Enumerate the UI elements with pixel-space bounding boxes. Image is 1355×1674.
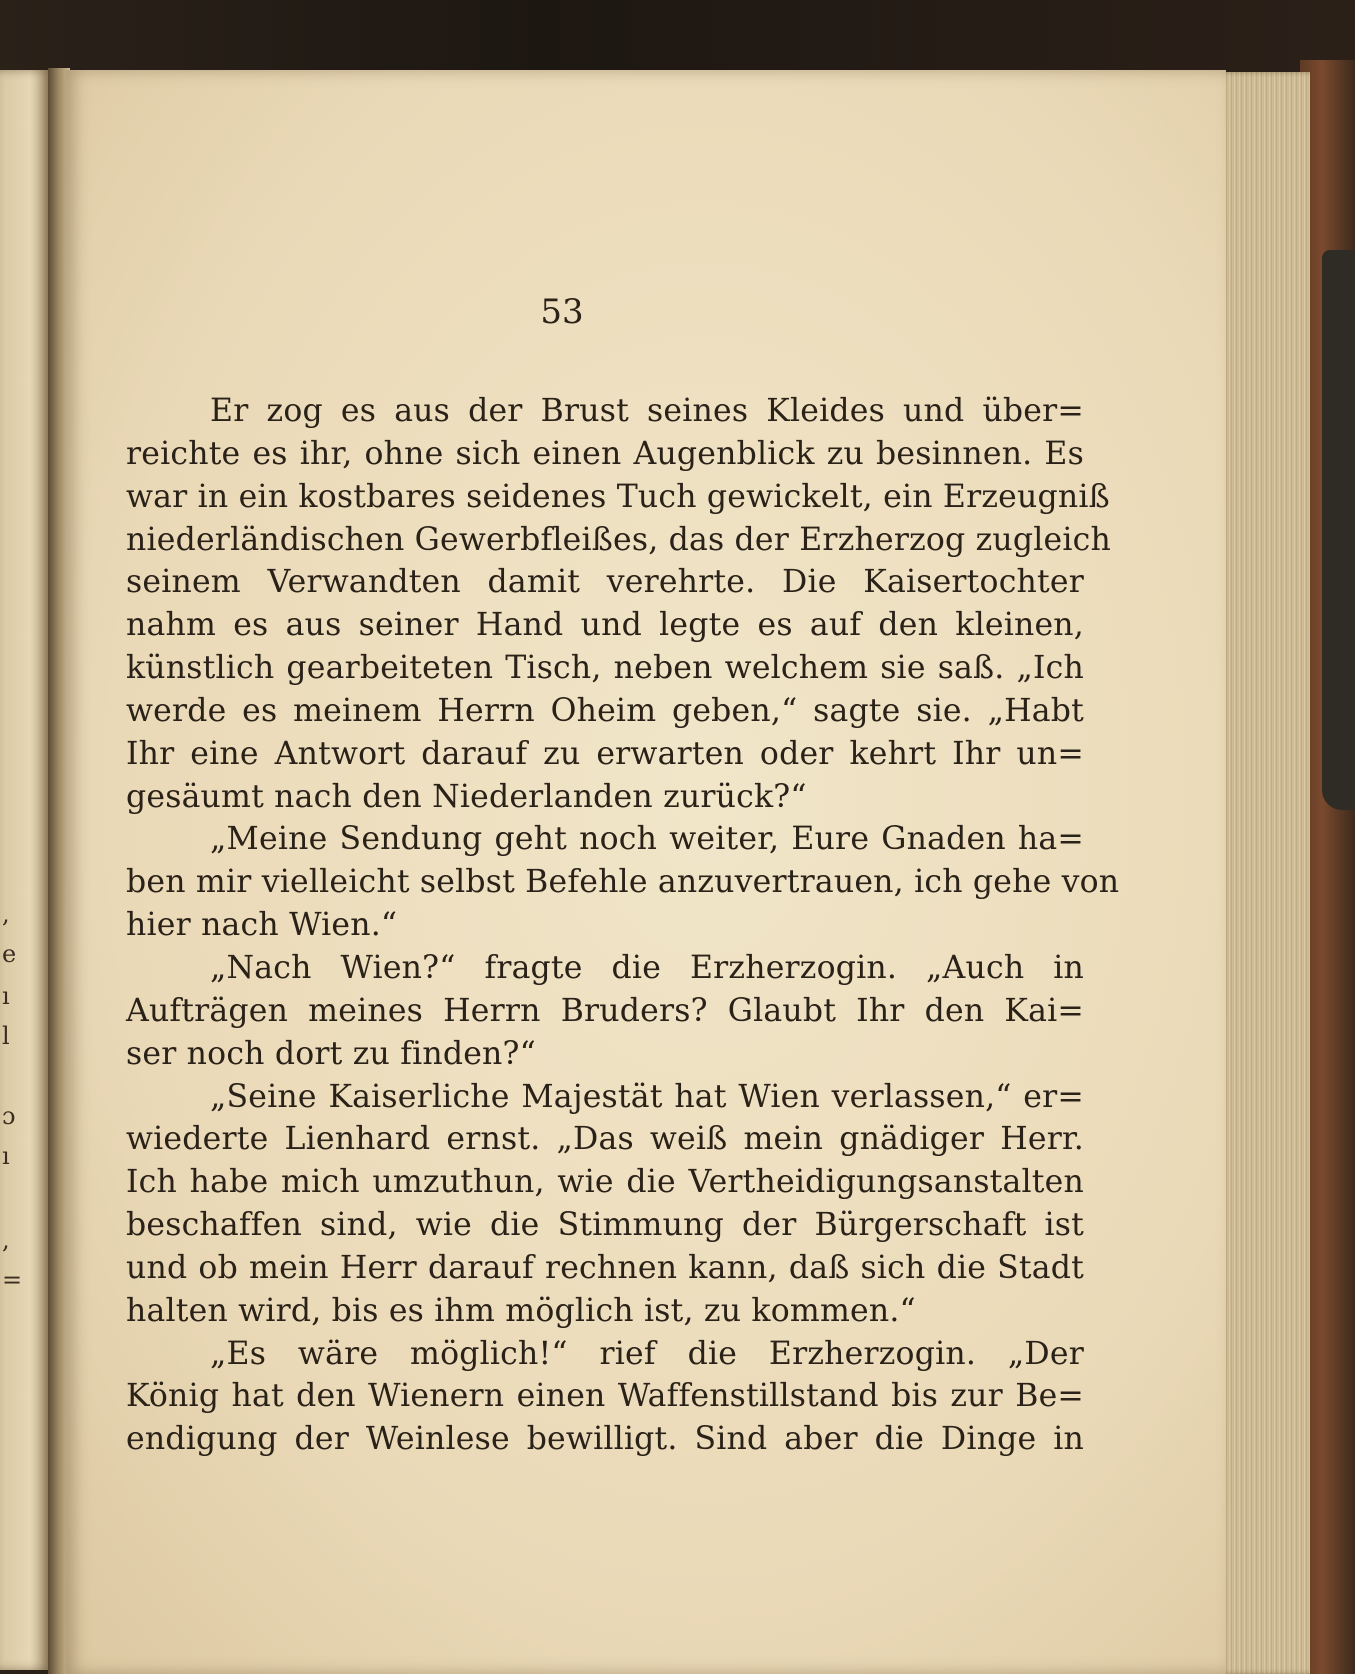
text-line: „Meine Sendung geht noch weiter, Eure Gnaden ha=: [210, 821, 1084, 858]
text-line: Ich habe mich umzuthun, wie die Vertheidigungsanstalten: [126, 1164, 1084, 1201]
text-line: beschaffen sind, wie die Stimmung der Bürgerschaft ist: [126, 1207, 1084, 1244]
left-fragment: l: [2, 1022, 10, 1050]
text-line: wiederte Lienhard ernst. „Das weiß mein gnädiger Herr.: [126, 1121, 1084, 1158]
page-number-row: [66, 292, 1226, 332]
left-fragment: ı: [2, 982, 10, 1010]
text-line: werde es meinem Herrn Oheim geben,“ sagte sie. „Habt: [126, 692, 1084, 729]
text-line: „Seine Kaiserliche Majestät hat Wien verlassen,“ er=: [210, 1078, 1084, 1115]
page-edges: [1218, 72, 1310, 1674]
text-line: gesäumt nach den Niederlanden zurück?“: [126, 778, 807, 815]
text-line: endigung der Weinlese bewilligt. Sind aber die Dinge in: [126, 1421, 1084, 1458]
left-fragment: =: [2, 1266, 23, 1294]
text-line: „Es wäre möglich!“ rief die Erzherzogin. „Der: [210, 1335, 1084, 1372]
left-fragment: ,: [2, 900, 10, 928]
left-page-fragments: [0, 70, 23, 1670]
text-line: und ob mein Herr darauf rechnen kann, daß sich die Stadt: [126, 1249, 1084, 1286]
worn-cover-patch: [1322, 250, 1355, 810]
text-line: Aufträgen meines Herrn Bruders? Glaubt Ihr den Kai=: [126, 992, 1084, 1029]
left-fragment: ,: [2, 1226, 10, 1254]
text-line: halten wird, bis es ihm möglich ist, zu kommen.“: [126, 1292, 916, 1329]
left-fragment: ɔ: [2, 1102, 16, 1130]
text-line: seinem Verwandten damit verehrte. Die Kaisertochter: [126, 564, 1084, 601]
text-line: ben mir vielleicht selbst Befehle anzuvertrauen, ich gehe von: [126, 864, 1120, 901]
text-line: nahm es aus seiner Hand und legte es auf den kleinen,: [126, 607, 1084, 644]
text-line: Er zog es aus der Brust seines Kleides und über=: [210, 393, 1084, 429]
text-line: war in ein kostbares seidenes Tuch gewickelt, ein Erzeugniß: [126, 478, 1110, 515]
page-number: 53: [540, 292, 584, 332]
body-text: [126, 390, 1120, 1461]
text-line: ser noch dort zu finden?“: [126, 1035, 536, 1072]
text-line: niederländischen Gewerbfleißes, das der Erzherzog zugleich: [126, 521, 1111, 558]
text-line: König hat den Wienern einen Waffenstillstand bis zur Be=: [126, 1378, 1084, 1415]
text-line: reichte es ihr, ohne sich einen Augenblick zu besinnen. Es: [126, 435, 1084, 472]
left-fragment: ı: [2, 1142, 10, 1170]
text-line: künstlich gearbeiteten Tisch, neben welchem sie saß. „Ich: [126, 650, 1084, 687]
right-page: [66, 70, 1226, 1674]
left-fragment: e: [2, 940, 17, 968]
text-line: Ihr eine Antwort darauf zu erwarten oder kehrt Ihr un=: [126, 735, 1084, 772]
text-line: hier nach Wien.“: [126, 907, 398, 944]
text-line: „Nach Wien?“ fragte die Erzherzogin. „Auch in: [210, 949, 1084, 986]
